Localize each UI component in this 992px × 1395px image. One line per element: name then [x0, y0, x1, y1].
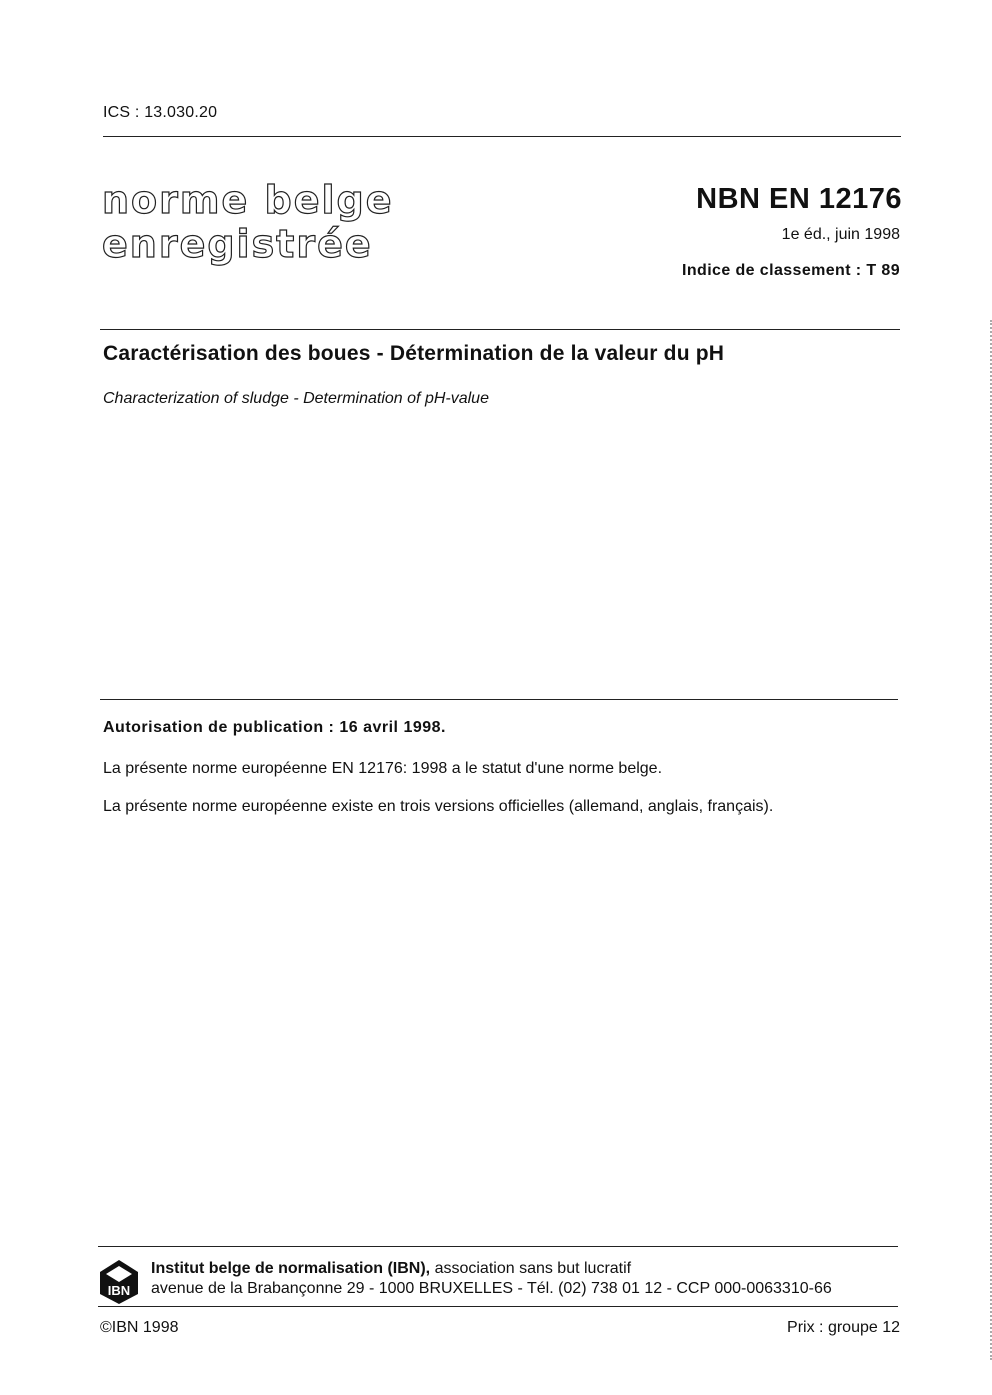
authorization-line: [103, 719, 446, 737]
authorization-rule: [100, 699, 898, 700]
standard-number: NBN EN 12176: [696, 183, 902, 215]
ics-code: ICS : 13.030.20: [103, 104, 218, 121]
bottom-rule: [98, 1306, 898, 1307]
scan-edge: [987, 320, 992, 1360]
title-english: Characterization of sludge - Determination of pH-value: [103, 390, 489, 407]
title-french: Caractérisation des boues - Détermination de la valeur du pH: [103, 342, 725, 365]
institute-name: Institut belge de normalisation (IBN),: [151, 1260, 431, 1277]
ibn-logo: [98, 1258, 140, 1306]
footer-rule: [98, 1246, 898, 1247]
edition-date: 1e éd., juin 1998: [781, 226, 900, 243]
price-group: Prix : groupe 12: [787, 1319, 900, 1336]
institute-address: avenue de la Brabançonne 29 - 1000 BRUXELLES - Tél. (02) 738 01 12 - CCP 000-0063310-66: [151, 1280, 832, 1297]
authorization-date: 16 avril 1998.: [339, 719, 446, 736]
header-rule: [103, 136, 901, 137]
copyright: ©IBN 1998: [100, 1319, 179, 1336]
versions-paragraph: La présente norme européenne existe en trois versions officielles (allemand, anglais, français).: [103, 798, 774, 815]
classification-index: Indice de classement : T 89: [682, 262, 900, 279]
status-paragraph: La présente norme européenne EN 12176: 1998 a le statut d'une norme belge.: [103, 760, 663, 777]
authorization-label: Autorisation de publication :: [103, 719, 335, 736]
logo-text: IBN: [107, 1283, 131, 1298]
brand-line-1: norme belge: [102, 178, 394, 222]
institute-line: [151, 1260, 631, 1278]
brand-line-2: enregistrée: [102, 222, 373, 266]
title-rule: [100, 329, 900, 330]
institute-description: association sans but lucratif: [430, 1260, 632, 1277]
